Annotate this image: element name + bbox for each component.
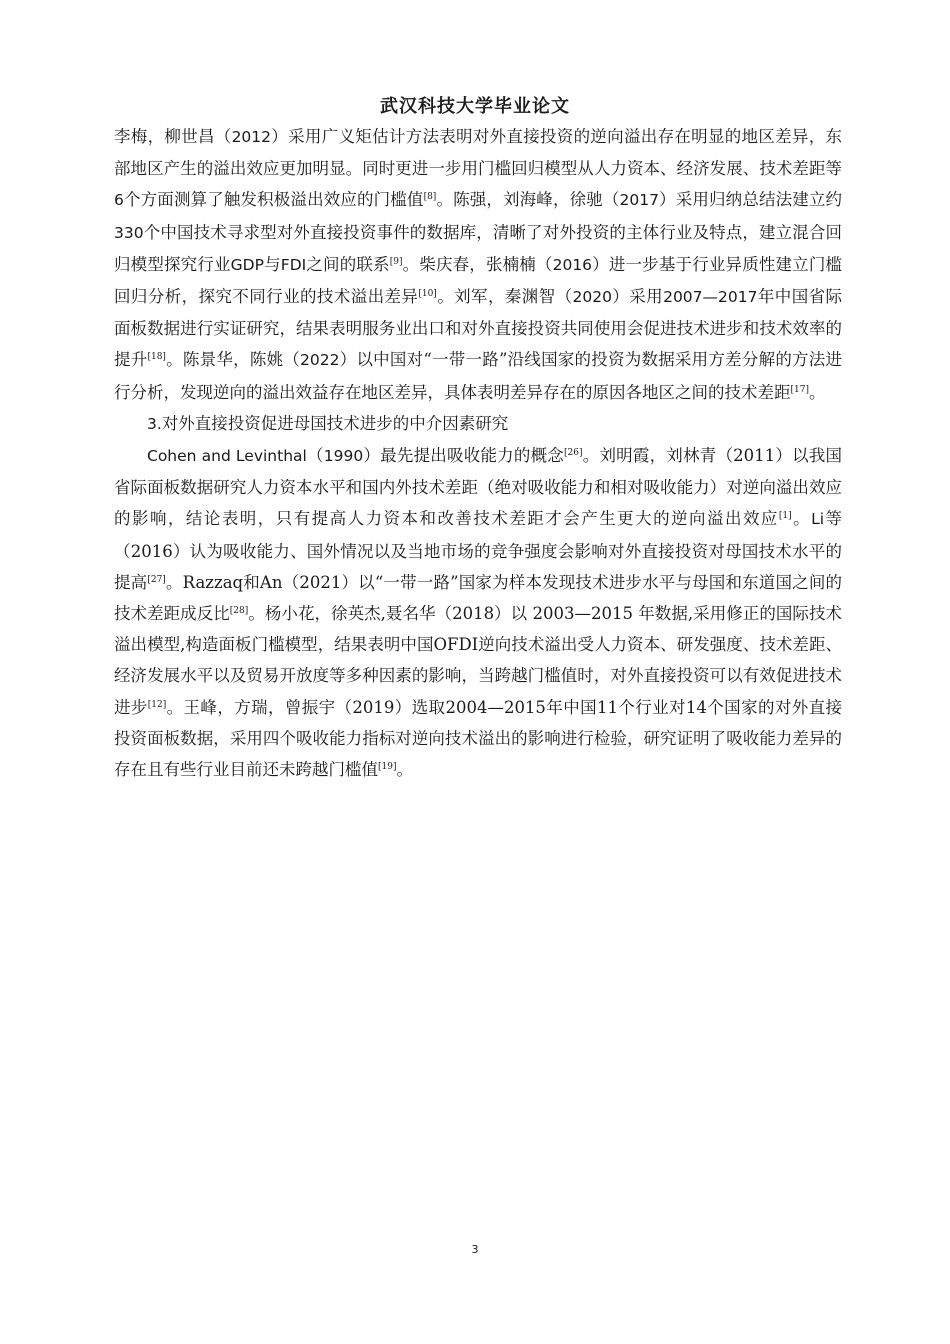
page-header-title: 武汉科技大学毕业论文 bbox=[380, 96, 570, 117]
latin-text-run: 2020 bbox=[572, 288, 612, 307]
text-run: 。 bbox=[791, 509, 812, 529]
text-run: ）进一步基于行业异质性建立门槛回归分析，探究不同行业的技术溢出差异 bbox=[114, 254, 843, 307]
text-run: 。柴庆春，张楠楠（ bbox=[402, 254, 553, 274]
text-run: 。陈强，刘海峰，徐驰（ bbox=[436, 190, 620, 210]
text-run: 等（2016）认为吸收能力、国外情况以及当地市场的竞争强度会影响对外直接投资对母国技术水平的提高 bbox=[114, 509, 843, 592]
latin-text-run: Cohen and Levinthal bbox=[147, 447, 307, 466]
paragraph-1 bbox=[114, 121, 842, 408]
citation-ref: [17] bbox=[790, 384, 809, 395]
text-run: 。刘明霞，刘林青（2011）以我国省际面板数据研究人力资本水平和国内外技术差距（绝对吸收能力和相对吸收能力）对逆向溢出效应的影响，结论表明，只有提高人力资本和改善技术差距才会产生更大的逆向溢出效应 bbox=[114, 446, 843, 529]
latin-text-run: 2012 bbox=[231, 128, 272, 146]
text-run: 对外直接投资促进母国技术进步的中介因素研究 bbox=[161, 413, 509, 433]
paragraph-2 bbox=[114, 440, 842, 785]
text-run: 。Razzaq和An（2021）以“一带一路”国家为样本发现技术进步水平与母国和东道国之间的技术差距成反比 bbox=[114, 572, 842, 624]
text-run: 年中国省际面板数据进行实证研究，结果表明服务业出口和对外直接投资共同使用会促进技术进步和技术效率的提升 bbox=[114, 287, 843, 370]
latin-text-run: 2016 bbox=[552, 255, 593, 274]
text-run: 。陈景华，陈姚（ bbox=[165, 350, 301, 370]
latin-text-run: Li bbox=[811, 510, 825, 529]
latin-text-run: 1990 bbox=[323, 447, 364, 466]
text-run: ）采用归纳总结法建立约 bbox=[658, 190, 843, 210]
latin-text-run: 6 bbox=[114, 191, 124, 210]
citation-ref: [28] bbox=[229, 606, 249, 617]
body-text bbox=[114, 121, 842, 785]
text-run: 。 bbox=[396, 760, 413, 780]
text-run: 与 bbox=[263, 254, 281, 274]
citation-ref: [18] bbox=[147, 352, 166, 363]
latin-text-run: 3. bbox=[147, 414, 162, 433]
text-run: ）采用广义矩估计方法表明对外直接投资的逆向溢出存在明显的地区差异，东部地区产生的溢出效应更加明显。同时更进一步用门槛回归模型从人力资本、经济发展、技术差距等 bbox=[114, 127, 843, 179]
text-run: 。刘军，秦渊智（ bbox=[436, 287, 573, 307]
latin-text-run: 2007—2017 bbox=[663, 288, 758, 307]
latin-text-run: GDP bbox=[230, 255, 264, 274]
text-run: （ bbox=[306, 446, 324, 466]
citation-ref: [10] bbox=[418, 289, 437, 300]
text-run: ）采用 bbox=[611, 287, 664, 307]
citation-ref: [8] bbox=[423, 192, 437, 203]
citation-ref: [9] bbox=[389, 256, 403, 267]
citation-ref: [27] bbox=[147, 574, 166, 585]
text-run: 。王峰，方瑞，曾振宇（2019）选取2004—2015年中国11个行业对14个国家的对外直接投资面板数据，采用四个吸收能力指标对逆向技术溢出的影响进行检验，研究证明了吸收能力差异的存在且有些行业目前还未跨越门槛值 bbox=[114, 697, 843, 780]
text-run: 李梅，柳世昌（ bbox=[114, 127, 232, 146]
text-run: 。 bbox=[808, 382, 826, 402]
latin-text-run: 2017 bbox=[619, 191, 659, 210]
citation-ref: [12] bbox=[147, 699, 167, 710]
text-run: ）最先提出吸收能力的概念 bbox=[363, 446, 565, 466]
latin-text-run: 330 bbox=[114, 223, 144, 242]
text-run: 个方面测算了触发积极溢出效应的门槛值 bbox=[123, 190, 424, 210]
text-run: ）以中国对“一带一路”沿线国家的投资为数据采用方差分解的方法进行分析，发现逆向的溢出效益存在地区差异，具体表明差异存在的原因各地区之间的技术差距 bbox=[114, 350, 843, 402]
latin-text-run: 2022 bbox=[300, 351, 340, 370]
text-run: 之间的联系 bbox=[306, 254, 390, 274]
citation-ref: [1] bbox=[778, 511, 792, 522]
citation-ref: [19] bbox=[378, 762, 397, 773]
section-heading bbox=[114, 408, 842, 440]
latin-text-run: FDI bbox=[280, 255, 307, 274]
page-number: 3 bbox=[471, 1243, 479, 1256]
text-run: 个中国技术寻求型对外直接投资事件的数据库，清晰了对外投资的主体行业及特点，建立混合回归模型探究行业 bbox=[114, 222, 842, 274]
text-run: 。杨小花，徐英杰,聂名华（2018）以 2003—2015 年数据,采用修正的国际技术溢出模型,构造面板门槛模型，结果表明中国OFDI逆向技术溢出受人力资本、研发强度、技术差距、经济发展水平以及贸易开放度等多种因素的影响，当跨越门槛值时，对外直接投资可以有效促进技术进步 bbox=[114, 604, 843, 717]
citation-ref: [26] bbox=[564, 448, 583, 459]
